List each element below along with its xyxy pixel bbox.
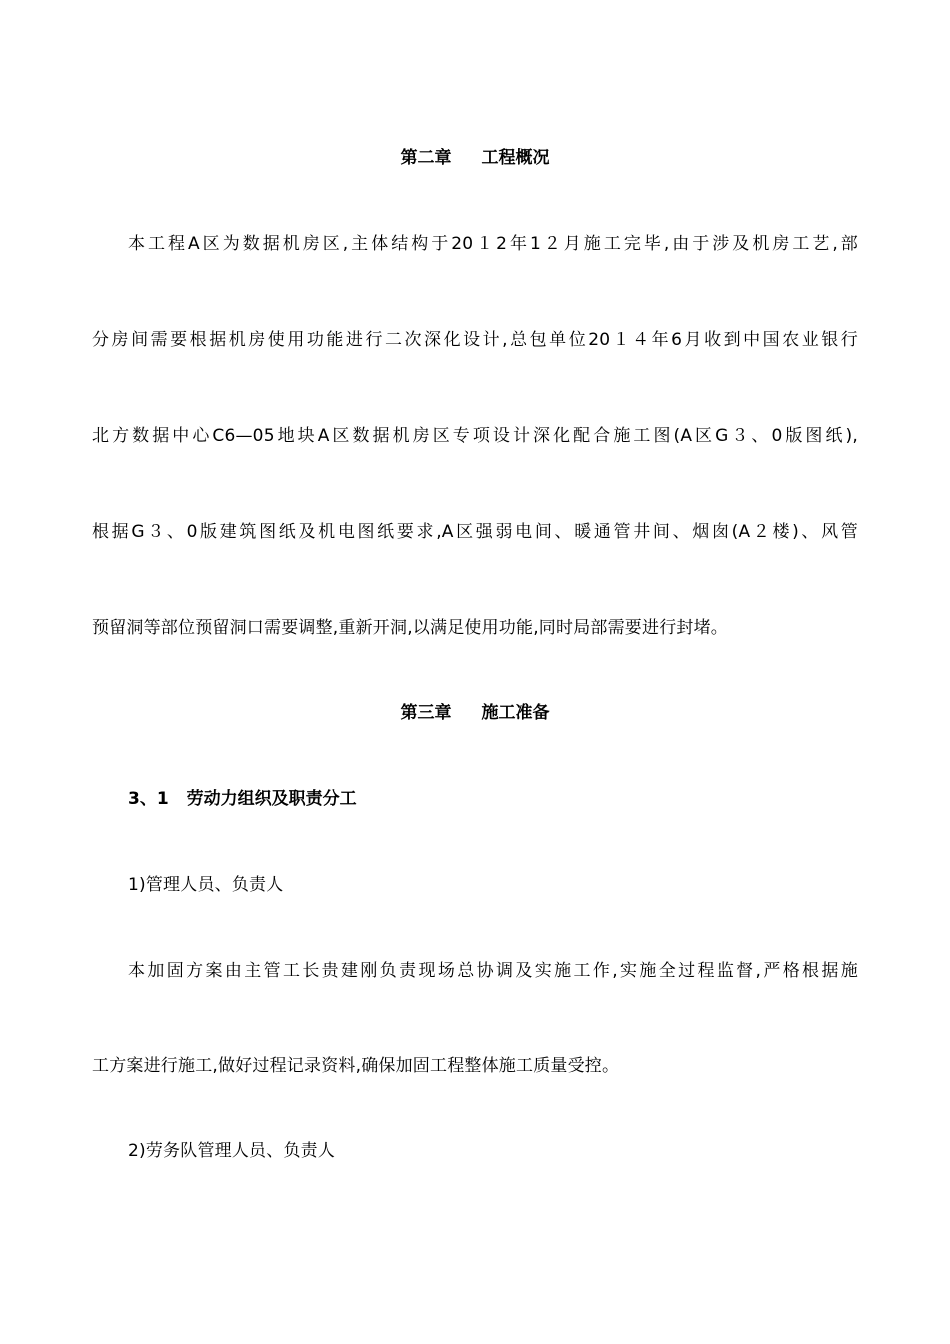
overview-line: 根据G３、0版建筑图纸及机电图纸要求,A区强弱电间、暖通管井间、烟囱(A２楼)、风管 [92, 522, 858, 542]
section-3-1-heading [128, 788, 357, 810]
section-3-1-title: 劳动力组织及职责分工 [186, 789, 357, 809]
overview-line: 本工程A区为数据机房区,主体结构于20１2年1２月施工完毕,由于涉及机房工艺,部 [128, 234, 858, 254]
chapter-2-heading [0, 147, 950, 169]
chapter-3-number: 第三章 [400, 703, 452, 723]
chapter-3-heading [0, 702, 950, 724]
section-3-1-number: 3、1 [128, 789, 169, 809]
item-2-title: 2)劳务队管理人员、负责人 [128, 1141, 336, 1161]
item-1-line: 工方案进行施工,做好过程记录资料,确保加固工程整体施工质量受控。 [92, 1056, 620, 1076]
chapter-2-title: 工程概况 [481, 148, 550, 168]
item-1-line: 本加固方案由主管工长贵建刚负责现场总协调及实施工作,实施全过程监督,严格根据施 [128, 961, 858, 981]
overview-line: 北方数据中心C6—05地块A区数据机房区专项设计深化配合施工图(A区G３、0版图纸), [92, 426, 858, 446]
overview-line: 分房间需要根据机房使用功能进行二次深化设计,总包单位20１４年6月收到中国农业银行 [92, 330, 858, 350]
chapter-3-title: 施工准备 [481, 703, 550, 723]
item-1-title: 1)管理人员、负责人 [128, 875, 284, 895]
chapter-2-number: 第二章 [400, 148, 452, 168]
overview-line: 预留洞等部位预留洞口需要调整,重新开洞,以满足使用功能,同时局部需要进行封堵。 [92, 618, 729, 638]
